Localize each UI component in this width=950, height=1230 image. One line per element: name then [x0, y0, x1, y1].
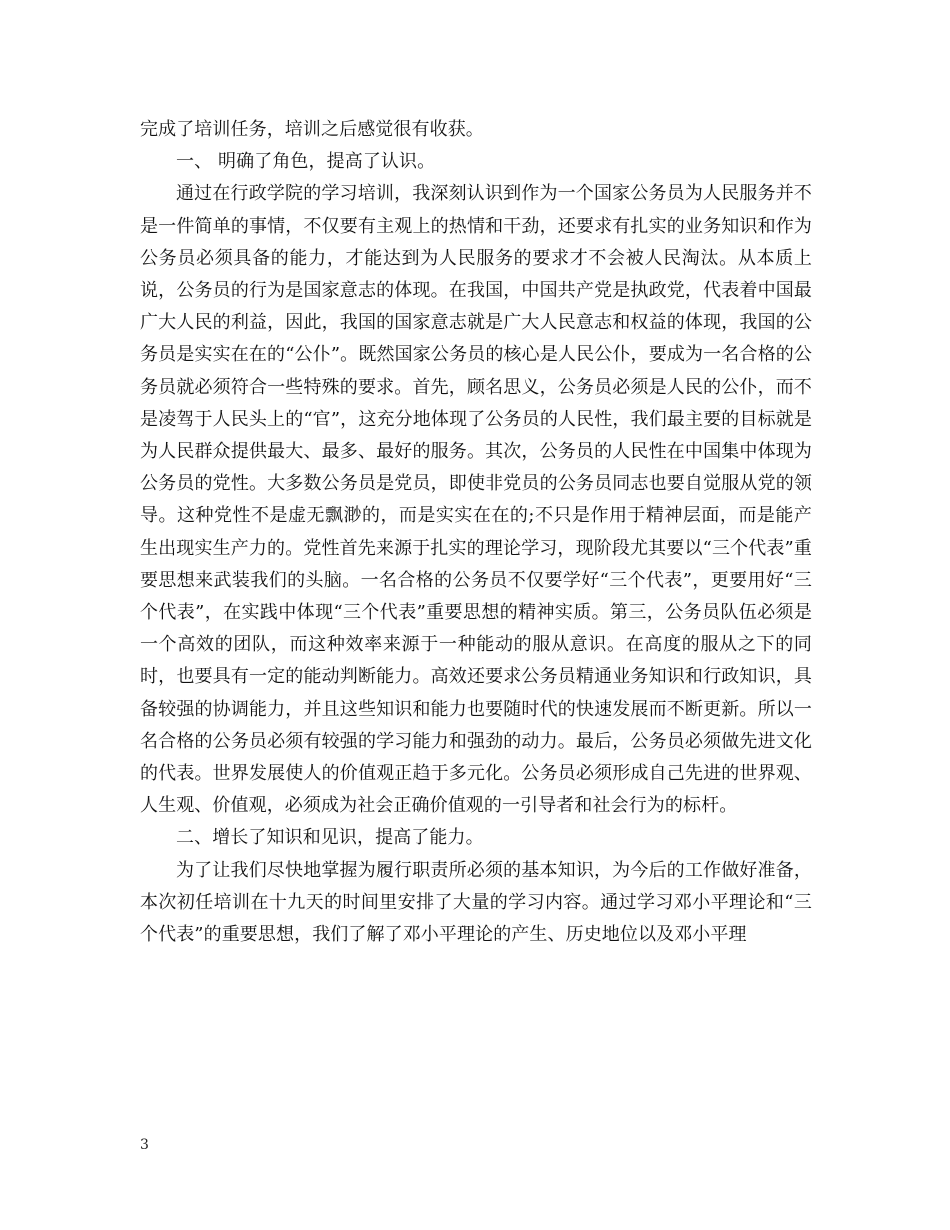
paragraph-section-2-body: 为了让我们尽快地掌握为履行职责所必须的基本知识，为今后的工作做好准备，本次初任培训在十九天的时间里安排了大量的学习内容。通过学习邓小平理论和“三个代表”的重要思想，我们了解了邓小平理论的产生、历史地位以及邓小平理	[140, 859, 812, 946]
paragraph-section-1-body: 通过在行政学院的学习培训，我深刻认识到作为一个国家公务员为人民服务并不是一件简单的事情，不仅要有主观上的热情和干劲，还要求有扎实的业务知识和作为公务员必须具备的能力，才能达到为人民服务的要求才不会被人民淘汰。从本质上说，公务员的行为是国家意志的体现。在我国，中国共产党是执政党，代表着中国最广大人民的利益，因此，我国的国家意志就是广大人民意志和权益的体现，我国的公务员是实实在在的“公仆”。既然国家公务员的核心是人民公仆，要成为一名合格的公务员就必须符合一些特殊的要求。首先，顾名思义，公务员必须是人民的公仆，而不是凌驾于人民头上的“官”，这充分地体现了公务员的人民性，我们最主要的目标就是为人民群众提供最大、最多、最好的服务。其次，公务员的人民性在中国集中体现为公务员的党性。大多数公务员是党员，即使非党员的公务员同志也要自觉服从党的领导。这种党性不是虚无飘渺的，而是实实在在的;不只是作用于精神层面，而是能产生出现实生产力的。党性首先来源于扎实的理论学习，现阶段尤其要以“三个代表”重要思想来武装我们的头脑。一名合格的公务员不仅要学好“三个代表”，更要用好“三个代表”，在实践中体现“三个代表”重要思想的精神实质。第三，公务员队伍必须是一个高效的团队，而这种效率来源于一种能动的服从意识。在高度的服从之下的同时，也要具有一定的能动判断能力。高效还要求公务员精通业务知识和行政知识，具备较强的协调能力，并且这些知识和能力也要随时代的快速发展而不断更新。所以一名合格的公务员必须有较强的学习能力和强劲的动力。最后，公务员必须做先进文化的代表。世界发展使人的价值观正趋于多元化。公务员必须形成自己先进的世界观、人生观、价值观，必须成为社会正确价值观的一引导者和社会行为的标杆。	[140, 183, 812, 817]
page-number: 3	[140, 1137, 149, 1153]
paragraph-continuation: 完成了培训任务，培训之后感觉很有收获。	[140, 119, 484, 140]
section-heading-2: 二、增长了知识和见识，提高了能力。	[176, 827, 484, 849]
section-heading-1: 一、 明确了角色，提高了认识。	[176, 151, 436, 173]
document-page	[140, 114, 812, 951]
